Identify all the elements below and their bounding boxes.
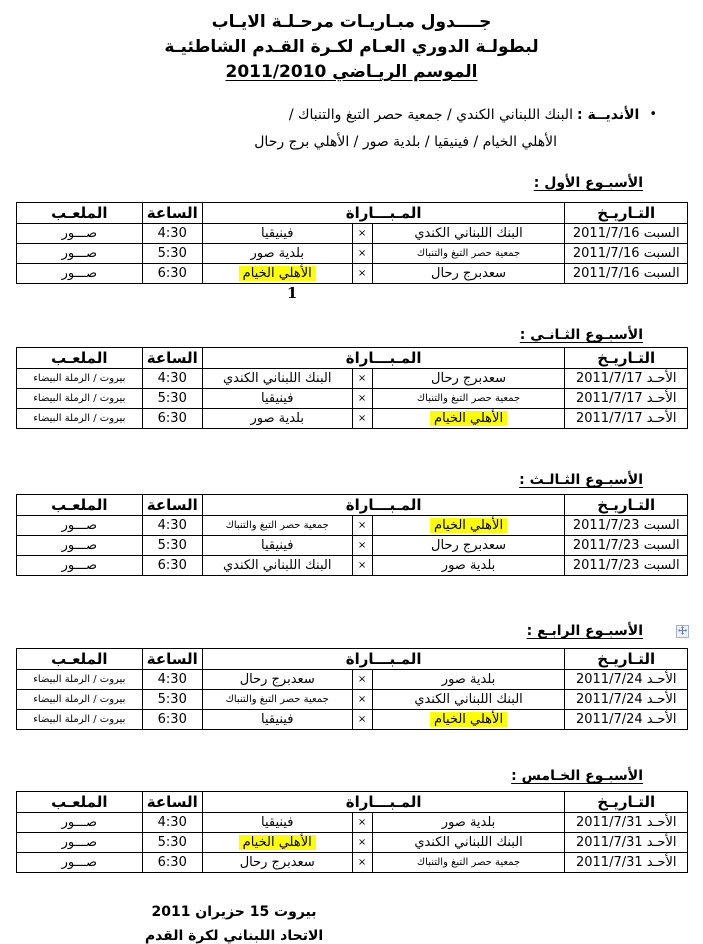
venue-cell: صـــور — [17, 516, 143, 536]
date-cell: الأحـد 2011/7/31 — [565, 833, 688, 853]
match-row — [17, 244, 688, 264]
col-header-time: الساعة — [142, 649, 202, 670]
schedule-table-week-3 — [16, 494, 688, 576]
match-row — [17, 813, 688, 833]
venue-cell: بيروت / الرملة البيضاء — [17, 409, 143, 429]
vs-cell: × — [352, 670, 372, 690]
col-header-time: الساعة — [142, 348, 202, 369]
col-header-venue: الملعـب — [17, 649, 143, 670]
vs-cell: × — [352, 556, 372, 576]
header-row — [17, 792, 688, 813]
col-header-match: المـبـــاراة — [202, 495, 565, 516]
venue-cell: بيروت / الرملة البيضاء — [17, 670, 143, 690]
match-row — [17, 224, 688, 244]
home-team-cell — [372, 710, 565, 730]
venue-cell: صـــور — [17, 224, 143, 244]
home-team-cell: بلدية صور — [372, 670, 565, 690]
clubs-label: الأنديــة : — [576, 107, 640, 123]
home-team-cell: سعدبرج رحال — [372, 264, 565, 284]
col-header-venue: الملعـب — [17, 792, 143, 813]
col-header-date: التـاريـخ — [565, 203, 688, 224]
title-line-1: جــــدول مبـاريـات مرحـلـة الايـاب — [211, 12, 492, 32]
time-cell: 6:30 — [142, 409, 202, 429]
clubs-line-1 — [254, 102, 657, 129]
time-cell: 5:30 — [142, 833, 202, 853]
time-cell: 4:30 — [142, 670, 202, 690]
vs-cell: × — [352, 389, 372, 409]
vs-cell: × — [352, 833, 372, 853]
venue-cell: صـــور — [17, 536, 143, 556]
venue-cell: بيروت / الرملة البيضاء — [17, 369, 143, 389]
vs-cell: × — [352, 690, 372, 710]
week-heading-2: الأسبـوع الثـانـي : — [519, 327, 643, 343]
away-team-cell: فينيقيا — [202, 710, 352, 730]
col-header-venue: الملعـب — [17, 203, 143, 224]
col-header-match: المـبـــاراة — [202, 649, 565, 670]
home-team-cell: جمعية حصر التبغ والتنباك — [372, 244, 565, 264]
move-cross-glyph — [677, 626, 688, 637]
vs-cell: × — [352, 264, 372, 284]
away-team-cell: بلدية صور — [202, 244, 352, 264]
col-header-date: التـاريـخ — [565, 348, 688, 369]
time-cell: 5:30 — [142, 536, 202, 556]
venue-cell: بيروت / الرملة البيضاء — [17, 389, 143, 409]
week-heading-1: الأسبـوع الأول : — [533, 175, 643, 191]
home-team-cell: سعدبرج رحال — [372, 536, 565, 556]
date-cell: الأحـد 2011/7/24 — [565, 690, 688, 710]
stray-footnote-mark: 1 — [287, 284, 298, 302]
schedule-table-week-1 — [16, 202, 688, 284]
bullet-icon: • — [649, 107, 657, 122]
schedule-table-week-2 — [16, 347, 688, 429]
date-cell: الأحـد 2011/7/31 — [565, 853, 688, 873]
time-cell: 4:30 — [142, 516, 202, 536]
date-cell: السبت 2011/7/23 — [565, 516, 688, 536]
header-row — [17, 203, 688, 224]
vs-cell: × — [352, 369, 372, 389]
match-row — [17, 369, 688, 389]
away-team-cell: فينيقيا — [202, 536, 352, 556]
vs-cell: × — [352, 516, 372, 536]
home-team-cell: جمعية حصر التبغ والتنباك — [372, 389, 565, 409]
venue-cell: صـــور — [17, 244, 143, 264]
away-team-cell: فينيقيا — [202, 224, 352, 244]
highlighted-team: الأهلي الخيام — [239, 266, 316, 281]
away-team-cell: فينيقيا — [202, 389, 352, 409]
home-team-cell — [372, 409, 565, 429]
col-header-venue: الملعـب — [17, 495, 143, 516]
match-row — [17, 516, 688, 536]
date-cell: الأحـد 2011/7/24 — [565, 710, 688, 730]
away-team-cell: البنك اللبناني الكندي — [202, 369, 352, 389]
venue-cell: صـــور — [17, 556, 143, 576]
time-cell: 6:30 — [142, 264, 202, 284]
home-team-cell: بلدية صور — [372, 556, 565, 576]
vs-cell: × — [352, 853, 372, 873]
time-cell: 5:30 — [142, 244, 202, 264]
away-team-cell: فينيقيا — [202, 813, 352, 833]
header-row — [17, 649, 688, 670]
venue-cell: بيروت / الرملة البيضاء — [17, 710, 143, 730]
date-cell: الأحـد 2011/7/17 — [565, 409, 688, 429]
time-cell: 4:30 — [142, 369, 202, 389]
date-cell: الأحـد 2011/7/24 — [565, 670, 688, 690]
time-cell: 4:30 — [142, 813, 202, 833]
venue-cell: صـــور — [17, 833, 143, 853]
home-team-cell: جمعية حصر التبغ والتنباك — [372, 853, 565, 873]
time-cell: 5:30 — [142, 389, 202, 409]
schedule-table-week-4 — [16, 648, 688, 730]
vs-cell: × — [352, 536, 372, 556]
col-header-time: الساعة — [142, 792, 202, 813]
home-team-cell: سعدبرج رحال — [372, 369, 565, 389]
footer-federation: الاتحاد اللبناني لكرة القدم — [144, 928, 324, 944]
document-title — [0, 10, 703, 85]
clubs-list-part-1: البنك اللبناني الكندي / جمعية حصر التبغ والتنباك / — [288, 107, 573, 123]
home-team-cell: البنك اللبناني الكندي — [372, 224, 565, 244]
date-cell: الأحـد 2011/7/17 — [565, 369, 688, 389]
header-row — [17, 348, 688, 369]
match-row — [17, 710, 688, 730]
away-team-cell — [202, 833, 352, 853]
col-header-match: المـبـــاراة — [202, 203, 565, 224]
home-team-cell — [372, 516, 565, 536]
week-heading-5: الأسبـوع الخـامس : — [511, 768, 643, 784]
match-row — [17, 690, 688, 710]
away-team-cell: بلدية صور — [202, 409, 352, 429]
highlighted-team: الأهلي الخيام — [430, 518, 507, 533]
date-cell: السبت 2011/7/23 — [565, 536, 688, 556]
match-row — [17, 853, 688, 873]
home-team-cell: البنك اللبناني الكندي — [372, 833, 565, 853]
date-cell: السبت 2011/7/23 — [565, 556, 688, 576]
date-cell: السبت 2011/7/16 — [565, 244, 688, 264]
venue-cell: بيروت / الرملة البيضاء — [17, 690, 143, 710]
venue-cell: صـــور — [17, 264, 143, 284]
col-header-date: التـاريـخ — [565, 792, 688, 813]
home-team-cell: البنك اللبناني الكندي — [372, 690, 565, 710]
col-header-date: التـاريـخ — [565, 649, 688, 670]
venue-cell: صـــور — [17, 853, 143, 873]
clubs-list-part-2: الأهلي الخيام / فينيقيا / بلدية صور / الأهلي برج رحال — [254, 134, 557, 150]
date-cell: السبت 2011/7/16 — [565, 264, 688, 284]
col-header-time: الساعة — [142, 203, 202, 224]
week-heading-4: الأسبـوع الرابـع : — [526, 623, 643, 639]
away-team-cell: سعدبرج رحال — [202, 670, 352, 690]
vs-cell: × — [352, 409, 372, 429]
match-row — [17, 536, 688, 556]
header-row — [17, 495, 688, 516]
match-row — [17, 833, 688, 853]
col-header-time: الساعة — [142, 495, 202, 516]
highlighted-team: الأهلي الخيام — [430, 411, 507, 426]
time-cell: 6:30 — [142, 710, 202, 730]
vs-cell: × — [352, 710, 372, 730]
time-cell: 4:30 — [142, 224, 202, 244]
footer-place-date: بيروت 15 حزيران 2011 — [151, 904, 317, 920]
vs-cell: × — [352, 813, 372, 833]
match-row — [17, 670, 688, 690]
col-header-date: التـاريـخ — [565, 495, 688, 516]
vs-cell: × — [352, 224, 372, 244]
highlighted-team: الأهلي الخيام — [239, 835, 316, 850]
time-cell: 6:30 — [142, 556, 202, 576]
table-move-handle-icon[interactable] — [676, 625, 689, 638]
home-team-cell: بلدية صور — [372, 813, 565, 833]
away-team-cell — [202, 264, 352, 284]
away-team-cell: سعدبرج رحال — [202, 853, 352, 873]
away-team-cell: البنك اللبناني الكندي — [202, 556, 352, 576]
vs-cell: × — [352, 244, 372, 264]
match-row — [17, 409, 688, 429]
clubs-paragraph — [254, 102, 657, 155]
away-team-cell: جمعية حصر التبغ والتنباك — [202, 690, 352, 710]
match-row — [17, 264, 688, 284]
col-header-match: المـبـــاراة — [202, 792, 565, 813]
time-cell: 5:30 — [142, 690, 202, 710]
venue-cell: صـــور — [17, 813, 143, 833]
title-line-2: لبطولـة الدوري العـام لكـرة القـدم الشاطئيـة — [164, 37, 539, 57]
time-cell: 6:30 — [142, 853, 202, 873]
date-cell: السبت 2011/7/16 — [565, 224, 688, 244]
week-heading-3: الأسبـوع الثـالـث : — [519, 472, 643, 488]
highlighted-team: الأهلي الخيام — [430, 712, 507, 727]
match-row — [17, 556, 688, 576]
title-line-3-season: الموسم الريـاضي 2011/2010 — [225, 62, 478, 82]
date-cell: الأحـد 2011/7/31 — [565, 813, 688, 833]
schedule-table-week-5 — [16, 791, 688, 873]
match-row — [17, 389, 688, 409]
col-header-venue: الملعـب — [17, 348, 143, 369]
away-team-cell: جمعية حصر التبغ والتنباك — [202, 516, 352, 536]
date-cell: الأحـد 2011/7/17 — [565, 389, 688, 409]
col-header-match: المـبـــاراة — [202, 348, 565, 369]
